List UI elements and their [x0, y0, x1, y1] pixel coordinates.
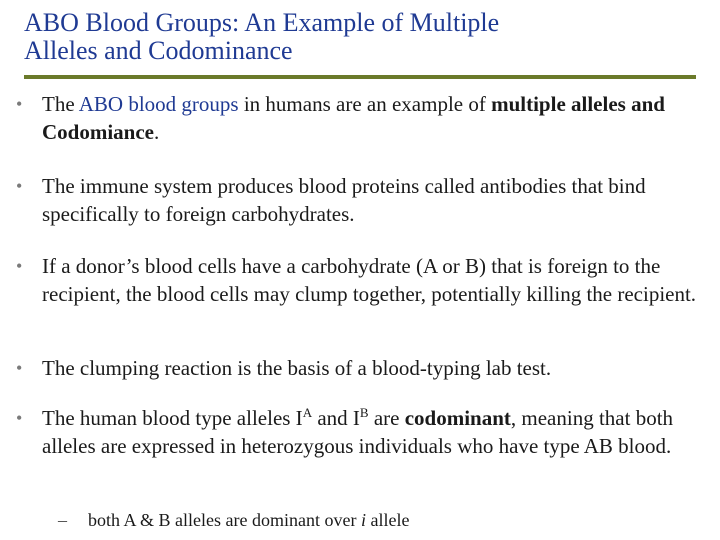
bullet-1-bold: multiple alleles and Codomiance — [42, 92, 665, 144]
allele-b-superscript: B — [359, 405, 369, 420]
bullet-1-part-5: . — [154, 120, 160, 144]
sub-bullet — [58, 506, 409, 534]
bullet-1-part-3: in humans are an example of — [238, 92, 492, 116]
bullet-dot: • — [16, 408, 23, 428]
bullet-5-part-1: The human blood type alleles I — [42, 406, 303, 430]
bullet-3 — [16, 252, 706, 308]
bullet-dot: • — [16, 176, 23, 196]
bullet-1 — [16, 90, 706, 146]
bullet-5-part-3: are — [368, 406, 405, 430]
bullet-4-text: The clumping reaction is the basis of a blood-typing lab test. — [42, 356, 552, 380]
sub-bullet-dash: – — [58, 510, 67, 530]
bullet-5-part-2: and I — [312, 406, 360, 430]
bullet-2 — [16, 172, 706, 228]
title-divider — [24, 75, 696, 79]
sub-bullet-part-1: both A & B alleles are dominant over — [88, 510, 361, 530]
bullet-5-text — [16, 404, 706, 460]
bullet-3-text: If a donor’s blood cells have a carbohydrate (A or B) that is foreign to the recipient, the blood cells may clump together, potentially killing the recipient. — [42, 254, 697, 306]
bullet-5-part-5: , meaning that both alleles are expressed in heterozygous individuals who have type AB blood. — [42, 406, 674, 458]
bullet-5-bold: codominant — [404, 406, 511, 430]
sub-bullet-italic: i — [360, 510, 366, 530]
title-line-2: Alleles and Codominance — [24, 36, 293, 65]
sub-bullet-part-3: allele — [365, 510, 410, 530]
bullet-dot: • — [16, 256, 23, 276]
bullet-1-part-1: The — [42, 92, 79, 116]
bullet-4 — [16, 354, 706, 382]
bullet-1-highlight: ABO blood groups — [78, 92, 239, 116]
title-line-1: ABO Blood Groups: An Example of Multiple — [24, 8, 500, 37]
bullet-2-text: The immune system produces blood proteins called antibodies that bind specifically to foreign carbohydrates. — [42, 174, 646, 226]
slide-title — [24, 9, 684, 65]
bullet-1-text — [16, 90, 706, 146]
bullet-dot: • — [16, 94, 23, 114]
bullet-5 — [16, 404, 706, 460]
bullet-dot: • — [16, 358, 23, 378]
allele-a-superscript: A — [302, 405, 313, 420]
